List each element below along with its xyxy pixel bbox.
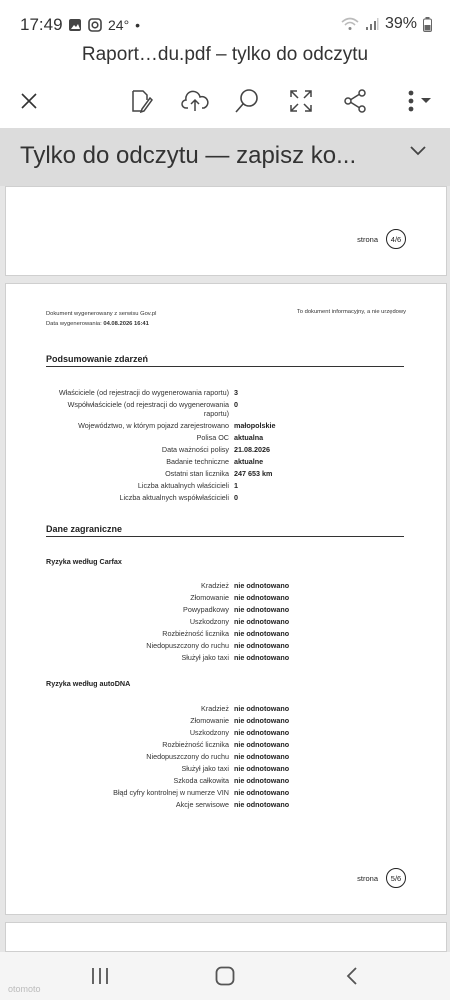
edit-icon	[128, 88, 154, 114]
search-icon	[234, 88, 260, 114]
document-title: Raport…du.pdf – tylko do odczytu	[81, 44, 369, 65]
banner-text: Tylko do odczytu — zapisz ko...	[20, 142, 357, 169]
recent-apps-button[interactable]	[80, 960, 120, 992]
autodna-row: Służył jako taxi nie odnotowano	[181, 764, 290, 773]
back-button[interactable]	[332, 960, 372, 992]
back-icon	[346, 966, 358, 986]
recent-apps-icon	[90, 967, 110, 985]
autodna-row: Akcje serwisowe nie odnotowano	[175, 800, 290, 809]
subsection-title-carfax: Ryzyka według Carfax	[46, 557, 122, 566]
signal-icon	[365, 17, 379, 31]
clock: 17:49	[20, 15, 63, 34]
pdf-page-6	[5, 922, 447, 952]
carfax-row: Uszkodzony nie odnotowano	[189, 617, 290, 626]
home-button[interactable]	[205, 960, 245, 992]
divider	[46, 536, 404, 537]
autodna-row: Błąd cyfry kontrolnej w numerze VIN nie odnotowano	[113, 788, 290, 797]
toolbar	[0, 86, 450, 116]
carfax-row: Złomowanie nie odnotowano	[190, 593, 290, 602]
summary-row: Województwo, w którym pojazd zarejestrowano małopolskie	[78, 421, 276, 430]
divider	[46, 366, 404, 367]
section-title-summary: Podsumowanie zdarzeń	[46, 354, 149, 364]
chevron-down-icon[interactable]	[410, 146, 426, 156]
share-icon	[343, 89, 367, 113]
edit-button[interactable]	[126, 86, 156, 116]
carfax-row: Rozbieżność licznika nie odnotowano	[162, 629, 290, 638]
subsection-title-autodna: Ryzyka według autoDNA	[46, 679, 131, 688]
app-bar	[0, 38, 450, 128]
autodna-row: Kradzież nie odnotowano	[201, 704, 290, 713]
summary-row: Liczba aktualnych właścicieli 1	[137, 481, 238, 490]
summary-row: Właściciele (od rejestracji do wygenerowania raportu) 3	[58, 388, 238, 397]
home-icon	[215, 966, 235, 986]
autodna-row: Złomowanie nie odnotowano	[190, 716, 290, 725]
read-only-banner[interactable]	[0, 128, 450, 186]
battery-percent: 39%	[384, 15, 417, 32]
carfax-row: Służył jako taxi nie odnotowano	[181, 653, 290, 662]
wifi-icon	[341, 17, 359, 31]
dot-icon: •	[135, 17, 141, 33]
upload-button[interactable]	[180, 86, 210, 116]
upload-icon	[181, 89, 209, 113]
dropdown-arrow-icon	[420, 97, 432, 105]
pdf-page-5	[5, 283, 447, 915]
close-icon	[20, 92, 38, 110]
carfax-row: Powypadkowy nie odnotowano	[183, 605, 290, 614]
pdf-page-4	[5, 186, 447, 276]
navigation-bar	[0, 952, 450, 1000]
fullscreen-icon	[289, 89, 313, 113]
autodna-row: Uszkodzony nie odnotowano	[189, 728, 290, 737]
summary-row: Współwłaściciele (od rejestracji do wygenerowania raportu) 0	[67, 400, 238, 418]
carfax-row: Kradzież nie odnotowano	[201, 581, 290, 590]
section-title-foreign: Dane zagraniczne	[46, 524, 123, 534]
battery-icon	[423, 17, 432, 32]
gallery-icon	[68, 18, 82, 32]
summary-row: Data ważności polisy 21.08.2026	[161, 445, 270, 454]
fullscreen-button[interactable]	[286, 86, 316, 116]
dropdown-button[interactable]	[414, 86, 438, 116]
page-header-left: Dokument wygenerowany z serwisu Gov.pl Data wygenerowania: 04.08.2026 16:41	[46, 311, 157, 327]
summary-row: Ostatni stan licznika 247 653 km	[165, 469, 273, 478]
close-button[interactable]	[14, 86, 44, 116]
instagram-icon	[88, 18, 102, 32]
page-header-right: To dokument informacyjny, a nie urzędowy	[296, 309, 406, 315]
autodna-row: Szkoda całkowita nie odnotowano	[173, 776, 290, 785]
summary-row: Liczba aktualnych współwłaścicieli 0	[119, 493, 238, 502]
search-button[interactable]	[232, 86, 262, 116]
summary-row: Polisa OC aktualna	[196, 433, 264, 442]
summary-row: Badanie techniczne aktualne	[166, 457, 264, 466]
carfax-row: Niedopuszczony do ruchu nie odnotowano	[146, 641, 290, 650]
share-button[interactable]	[340, 86, 370, 116]
autodna-row: Rozbieżność licznika nie odnotowano	[162, 740, 290, 749]
page-number: strona 4/6	[357, 229, 406, 249]
temperature: 24°	[108, 17, 130, 33]
page-number: strona 5/6	[357, 868, 406, 888]
autodna-row: Niedopuszczony do ruchu nie odnotowano	[146, 752, 290, 761]
watermark: otomoto	[8, 984, 41, 994]
